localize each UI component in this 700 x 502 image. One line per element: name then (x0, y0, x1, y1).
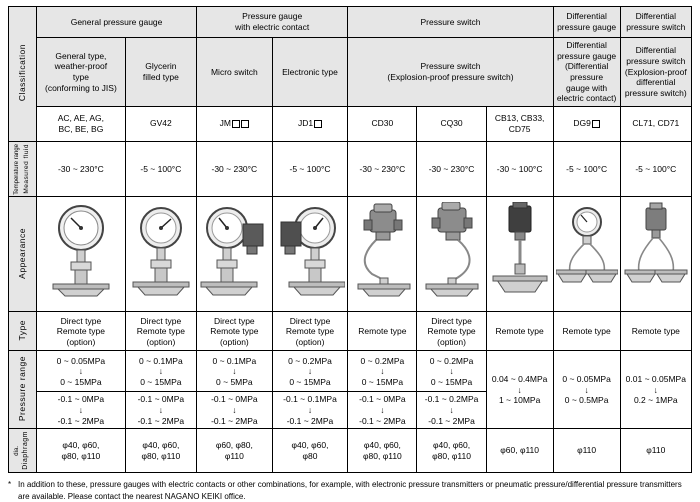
appearance-cell-cq30 (417, 197, 486, 312)
pressure-vacuum-cell: -0.1 ~ 0MPa ↓ -0.1 ~ 2MPa (125, 392, 196, 429)
pressure-vacuum-cell: -0.1 ~ 0MPa ↓ -0.1 ~ 2MPa (348, 392, 417, 429)
temp-cell: -5 ~ 100°C (553, 141, 620, 197)
pressure-positive-cell: 0.01 ~ 0.05MPa ↓ 0.2 ~ 1MPa (620, 351, 691, 429)
model-square-icon (241, 120, 249, 128)
rowhead-pressure-range (9, 351, 37, 429)
type-cell: Direct type Remote type (option) (417, 312, 486, 351)
model-square-icon (592, 120, 600, 128)
pressure-positive-cell: 0 ~ 0.05MPa ↓ 0 ~ 15MPa (37, 351, 126, 392)
diaphragm-cell: φ40, φ60, φ80, φ110 (37, 429, 126, 473)
table-row-models (9, 106, 692, 141)
temp-cell: -30 ~ 100°C (486, 141, 553, 197)
subhead-micro-switch: Micro switch (197, 38, 273, 107)
subhead-electronic-type: Electronic type (272, 38, 348, 107)
model-cell: CL71, CD71 (620, 106, 691, 141)
temp-cell: -5 ~ 100°C (125, 141, 196, 197)
model-cell: CD30 (348, 106, 417, 141)
diaphragm-cell: φ40, φ60, φ80, φ110 (348, 429, 417, 473)
appearance-cell-micro-switch (197, 197, 273, 312)
rowhead-pressure-range-label: Pressure range (17, 356, 28, 422)
table-row-temperature (9, 141, 692, 197)
temp-cell: -30 ~ 230°C (197, 141, 273, 197)
type-cell: Remote type (553, 312, 620, 351)
rowhead-appearance-label: Appearance (17, 227, 28, 279)
footnote-marker: * (8, 480, 12, 490)
pressure-vacuum-cell: -0.1 ~ 0MPa ↓ -0.1 ~ 2MPa (37, 392, 126, 429)
subhead-general-type: General type, weather-proof type (conforming to JIS) (37, 38, 126, 107)
appearance-cell-cd30 (348, 197, 417, 312)
table-row-type (9, 312, 692, 351)
appearance-cell-cb13 (486, 197, 553, 312)
appearance-cell-general (37, 197, 126, 312)
appearance-illustration (127, 202, 195, 306)
footnote (8, 479, 694, 502)
type-cell: Direct type Remote type (option) (272, 312, 348, 351)
diaphragm-cell: φ110 (553, 429, 620, 473)
pressure-vacuum-cell: -0.1 ~ 0.2MPa ↓ -0.1 ~ 2MPa (417, 392, 486, 429)
temp-cell: -5 ~ 100°C (272, 141, 348, 197)
appearance-cell-electronic (272, 197, 348, 312)
model-square-icon (232, 120, 240, 128)
group-pressure-gauge-electric-contact (197, 7, 348, 38)
temp-cell: -30 ~ 230°C (37, 141, 126, 197)
group-label: Pressure switch (420, 16, 481, 27)
model-cell: JD1 (272, 106, 348, 141)
temp-cell: -5 ~ 100°C (620, 141, 691, 197)
appearance-cell-cl71 (620, 197, 691, 312)
table-row-subhead (9, 38, 692, 107)
model-cell: JM (197, 106, 273, 141)
pressure-positive-cell: 0 ~ 0.2MPa ↓ 0 ~ 15MPa (272, 351, 348, 392)
model-cell: CQ30 (417, 106, 486, 141)
type-cell: Direct type Remote type (option) (37, 312, 126, 351)
rowhead-classification-label: Classification (17, 44, 28, 102)
diaphragm-cell: φ40, φ60, φ80, φ110 (125, 429, 196, 473)
appearance-illustration (488, 202, 552, 306)
appearance-cell-glycerin (125, 197, 196, 312)
type-cell: Remote type (486, 312, 553, 351)
group-differential-pressure-switch (620, 7, 691, 38)
group-differential-pressure-gauge (553, 7, 620, 38)
diaphragm-cell: φ40, φ60, φ80, φ110 (417, 429, 486, 473)
table-row-pressure-positive (9, 351, 692, 392)
type-cell: Direct type Remote type (option) (197, 312, 273, 351)
pressure-positive-cell: 0 ~ 0.2MPa ↓ 0 ~ 15MPa (348, 351, 417, 392)
subhead-diff-pressure-switch: Differential pressure switch (Explosion-proof differential pressure switch) (620, 38, 691, 107)
type-cell: Remote type (620, 312, 691, 351)
footnote-text: In addition to these, pressure gauges with electric contacts or other combinations, for example, with electronic pressure transmitters or pneumatic pressure/differential pressure transmitters are available. Please contact the nearest NAGANO KEIKI office. (18, 480, 682, 501)
rowhead-measured-fluid-sub: Temperature range (14, 143, 21, 195)
pressure-positive-cell: 0 ~ 0.05MPa ↓ 0 ~ 0.5MPa (553, 351, 620, 429)
model-square-icon (314, 120, 322, 128)
group-label: Pressure gauge with electric contact (235, 11, 310, 32)
appearance-illustration (38, 202, 124, 306)
group-general-pressure-gauge (37, 7, 197, 38)
temp-cell: -30 ~ 230°C (348, 141, 417, 197)
pressure-vacuum-cell: -0.1 ~ 0.1MPa ↓ -0.1 ~ 2MPa (272, 392, 348, 429)
subhead-pressure-switch-exp: Pressure switch (Explosion-proof pressure switch) (348, 38, 553, 107)
table-row-group-header (9, 7, 692, 38)
rowhead-type (9, 312, 37, 351)
pressure-positive-cell: 0 ~ 0.1MPa ↓ 0 ~ 5MPa (197, 351, 273, 392)
diaphragm-cell: φ60, φ80, φ110 (197, 429, 273, 473)
pressure-vacuum-cell: -0.1 ~ 0MPa ↓ -0.1 ~ 2MPa (197, 392, 273, 429)
group-label: Differential pressure switch (626, 11, 686, 32)
model-cell: GV42 (125, 106, 196, 141)
appearance-illustration (555, 202, 619, 306)
temp-cell: -30 ~ 230°C (417, 141, 486, 197)
appearance-illustration (349, 202, 415, 306)
diaphragm-cell: φ40, φ60, φ80 (272, 429, 348, 473)
rowhead-measured-fluid-label: Measured fluid (22, 144, 30, 194)
table-row-appearance (9, 197, 692, 312)
rowhead-diaphragm-sub: dia. (13, 445, 20, 456)
subhead-glycerin-filled: Glycerin filled type (125, 38, 196, 107)
group-label: General pressure gauge (70, 16, 163, 27)
pressure-positive-cell: 0.04 ~ 0.4MPa ↓ 1 ~ 10MPa (486, 351, 553, 429)
model-cell: DG9 (553, 106, 620, 141)
group-label: Differential pressure gauge (557, 11, 617, 32)
diaphragm-cell: φ110 (620, 429, 691, 473)
table-row-diaphragm (9, 429, 692, 473)
appearance-illustration (274, 202, 347, 306)
group-pressure-switch (348, 7, 553, 38)
specification-table (8, 6, 692, 473)
appearance-illustration (418, 202, 484, 306)
model-cell: AC, AE, AG, BC, BE, BG (37, 106, 126, 141)
diaphragm-cell: φ60, φ110 (486, 429, 553, 473)
rowhead-type-label: Type (17, 319, 28, 341)
pressure-positive-cell: 0 ~ 0.2MPa ↓ 0 ~ 15MPa (417, 351, 486, 392)
rowhead-diaphragm (9, 429, 37, 473)
appearance-illustration (198, 202, 271, 306)
pressure-positive-cell: 0 ~ 0.1MPa ↓ 0 ~ 15MPa (125, 351, 196, 392)
appearance-illustration (622, 202, 690, 306)
rowhead-classification (9, 7, 37, 142)
rowhead-diaphragm-label: Diaphragm (22, 431, 30, 471)
rowhead-measured-fluid (9, 141, 37, 197)
subhead-diff-pressure-gauge: Differential pressure gauge (Differential pressure gauge with electric contact) (553, 38, 620, 107)
appearance-cell-dg9 (553, 197, 620, 312)
type-cell: Remote type (348, 312, 417, 351)
rowhead-appearance (9, 197, 37, 312)
model-cell: CB13, CB33, CD75 (486, 106, 553, 141)
type-cell: Direct type Remote type (option) (125, 312, 196, 351)
